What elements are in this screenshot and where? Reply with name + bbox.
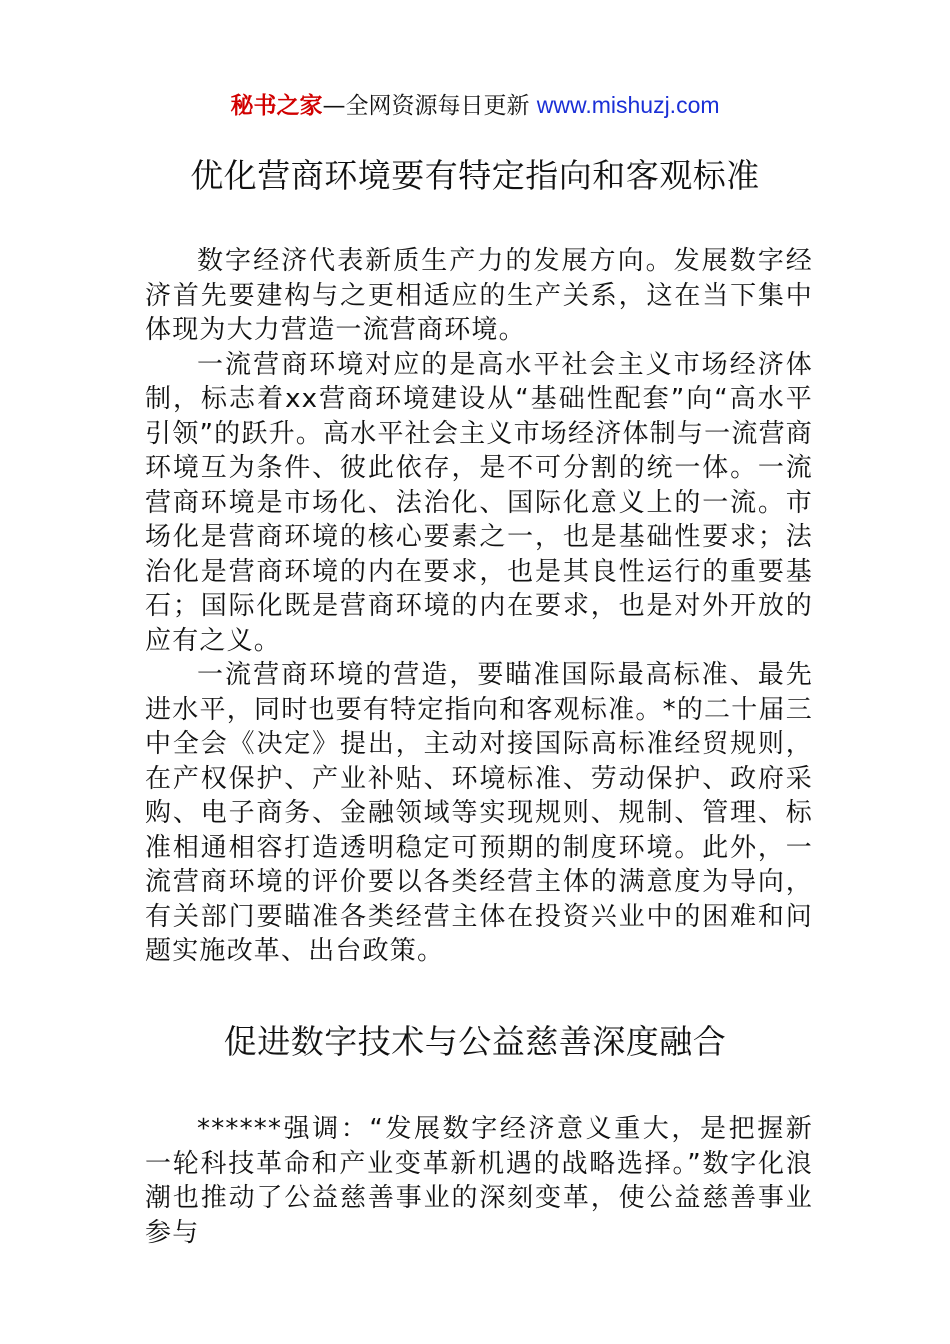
article-1-title: 优化营商环境要有特定指向和客观标准 xyxy=(190,156,760,195)
site-url[interactable]: www.mishuzj.com xyxy=(536,92,720,118)
article-2-body xyxy=(145,1112,813,1250)
article-2-title: 促进数字技术与公益慈善深度融合 xyxy=(223,1022,727,1061)
article-2-paragraph-1: ******强调：“发展数字经济意义重大，是把握新一轮科技革命和产业变革新机遇的战略选择。”数字化浪潮也推动了公益慈善事业的深刻变革，使公益慈善事业参与 xyxy=(145,1114,813,1248)
article-1-body xyxy=(145,244,813,969)
article-1-paragraph-1: 数字经济代表新质生产力的发展方向。发展数字经济首先要建构与之更相适应的生产关系，这在当下集中体现为大力营造一流营商环境。 xyxy=(145,246,813,345)
site-header xyxy=(0,88,950,123)
article-1-paragraph-2: 一流营商环境对应的是高水平社会主义市场经济体制，标志着xx营商环境建设从“基础性配套”向“高水平引领”的跃升。高水平社会主义市场经济体制与一流营商环境互为条件、彼此依存，是不可分割的统一体。一流营商环境是市场化、法治化、国际化意义上的一流。市场化是营商环境的核心要素之一，也是基础性要求；法治化是营商环境的内在要求，也是其良性运行的重要基石；国际化既是营商环境的内在要求，也是对外开放的应有之义。 xyxy=(145,349,813,656)
article-1-paragraph-3: 一流营商环境的营造，要瞄准国际最高标准、最先进水平，同时也要有特定指向和客观标准。*的二十届三中全会《决定》提出，主动对接国际高标准经贸规则，在产权保护、产业补贴、环境标准、劳动保护、政府采购、电子商务、金融领域等实现规则、规制、管理、标准相通相容打造透明稳定可预期的制度环境。此外，一流营商环境的评价要以各类经营主体的满意度为导向，有关部门要瞄准各类经营主体在投资兴业中的困难和问题实施改革、出台政策。 xyxy=(145,660,813,966)
site-slogan: —全网资源每日更新 xyxy=(322,93,537,119)
site-brand: 秘书之家 xyxy=(230,93,323,119)
